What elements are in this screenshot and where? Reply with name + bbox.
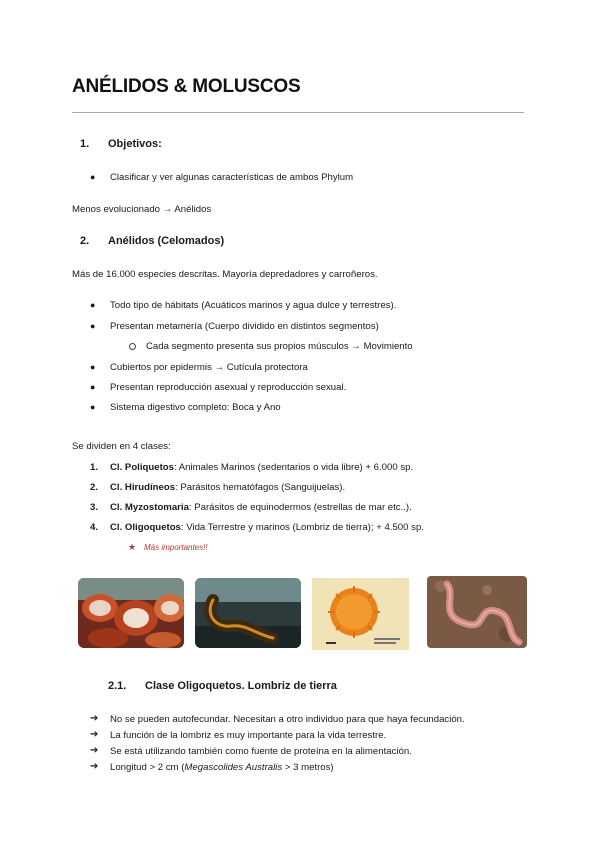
arrow-right-icon: ➔ (90, 729, 99, 740)
arrow-right-icon: ➔ (90, 761, 99, 772)
section-2-heading: Anélidos (Celomados) (108, 235, 225, 247)
class-name: Cl. Oligoquetos (110, 522, 181, 533)
anelidos-bullet: Sistema digestivo completo: Boca y Ano (110, 402, 281, 413)
species-name: Megascolides Australis (184, 762, 283, 773)
oligoquetos-item: Se está utilizando también como fuente de proteína en la alimentación. (110, 746, 412, 757)
class-item (110, 522, 424, 534)
class-number: 3. (90, 502, 99, 513)
star-icon: ★ (128, 542, 137, 552)
bullet-icon: ● (90, 321, 96, 331)
classes-intro: Se dividen en 4 clases: (72, 441, 171, 452)
class-name: Cl. Hirudíneos (110, 482, 176, 493)
section-2-1-number: 2.1. (108, 680, 127, 692)
bullet-icon: ● (90, 362, 96, 372)
bullet-icon: ● (90, 172, 96, 182)
class-item (110, 462, 413, 474)
anelidos-bullet: Todo tipo de hábitats (Acuáticos marinos y agua dulce y terrestres). (110, 300, 397, 311)
length-text: Longitud > 2 cm ( (110, 762, 185, 773)
class-item (110, 482, 345, 494)
class-number: 2. (90, 482, 99, 493)
tube-worm-image (78, 578, 184, 648)
class-desc: : Animales Marinos (sedentarios o vida libre) + 6.000 sp. (173, 462, 414, 473)
arrow-right-icon: ➔ (90, 745, 99, 756)
class-name: Cl. Myzostomaria (110, 502, 189, 513)
anelidos-bullet: Presentan reproducción asexual y reproducción sexual. (110, 382, 347, 393)
earthworm-image (427, 576, 527, 648)
myzostomid-image (312, 578, 409, 650)
class-name: Cl. Poliquetos (110, 462, 174, 473)
class-item (110, 502, 412, 514)
section-1-number: 1. (80, 138, 90, 150)
oligoquetos-item (110, 762, 334, 774)
anelidos-bullet: Presentan metamería (Cuerpo dividido en distintos segmentos) (110, 321, 379, 332)
section-2-1-heading: Clase Oligoquetos. Lombriz de tierra (145, 680, 337, 692)
bullet-icon: ● (90, 300, 96, 310)
bullet-icon: ● (90, 402, 96, 412)
section-1-heading: Objetivos: (108, 138, 162, 150)
anelidos-sub-bullet: Cada segmento presenta sus propios músculos → Movimiento (146, 341, 413, 352)
class-desc: : Parásitos de equinodermos (estrellas de mar etc..). (188, 502, 412, 513)
sub-bullet-icon (129, 343, 136, 350)
anelidos-bullet: Cubiertos por epidermis → Cutícula protectora (110, 362, 308, 373)
class-desc: : Parásitos hematófagos (Sanguijuelas). (175, 482, 346, 493)
class-number: 4. (90, 522, 99, 533)
section-2-intro: Más de 16.000 especies descritas. Mayoría depredadores y carroñeros. (72, 269, 378, 280)
oligoquetos-item: La función de la lombriz es muy importante para la vida terrestre. (110, 730, 387, 741)
importance-note: Más importantes!! (144, 543, 208, 552)
title-divider (72, 112, 524, 113)
class-desc: : Vida Terrestre y marinos (Lombriz de tierra); + 4.500 sp. (180, 522, 424, 533)
oligoquetos-item: No se pueden autofecundar. Necesitan a otro individuo para que haya fecundación. (110, 714, 465, 725)
bullet-icon: ● (90, 382, 96, 392)
arrow-right-icon: ➔ (90, 713, 99, 724)
section-1-bullet: Clasificar y ver algunas características de ambos Phylum (110, 172, 354, 183)
length-text-end: > 3 metros) (282, 762, 334, 773)
section-2-number: 2. (80, 235, 90, 247)
leech-image (195, 578, 301, 648)
class-number: 1. (90, 462, 99, 473)
evolution-line: Menos evolucionado → Anélidos (72, 204, 212, 215)
page-title: ANÉLIDOS & MOLUSCOS (72, 76, 301, 97)
